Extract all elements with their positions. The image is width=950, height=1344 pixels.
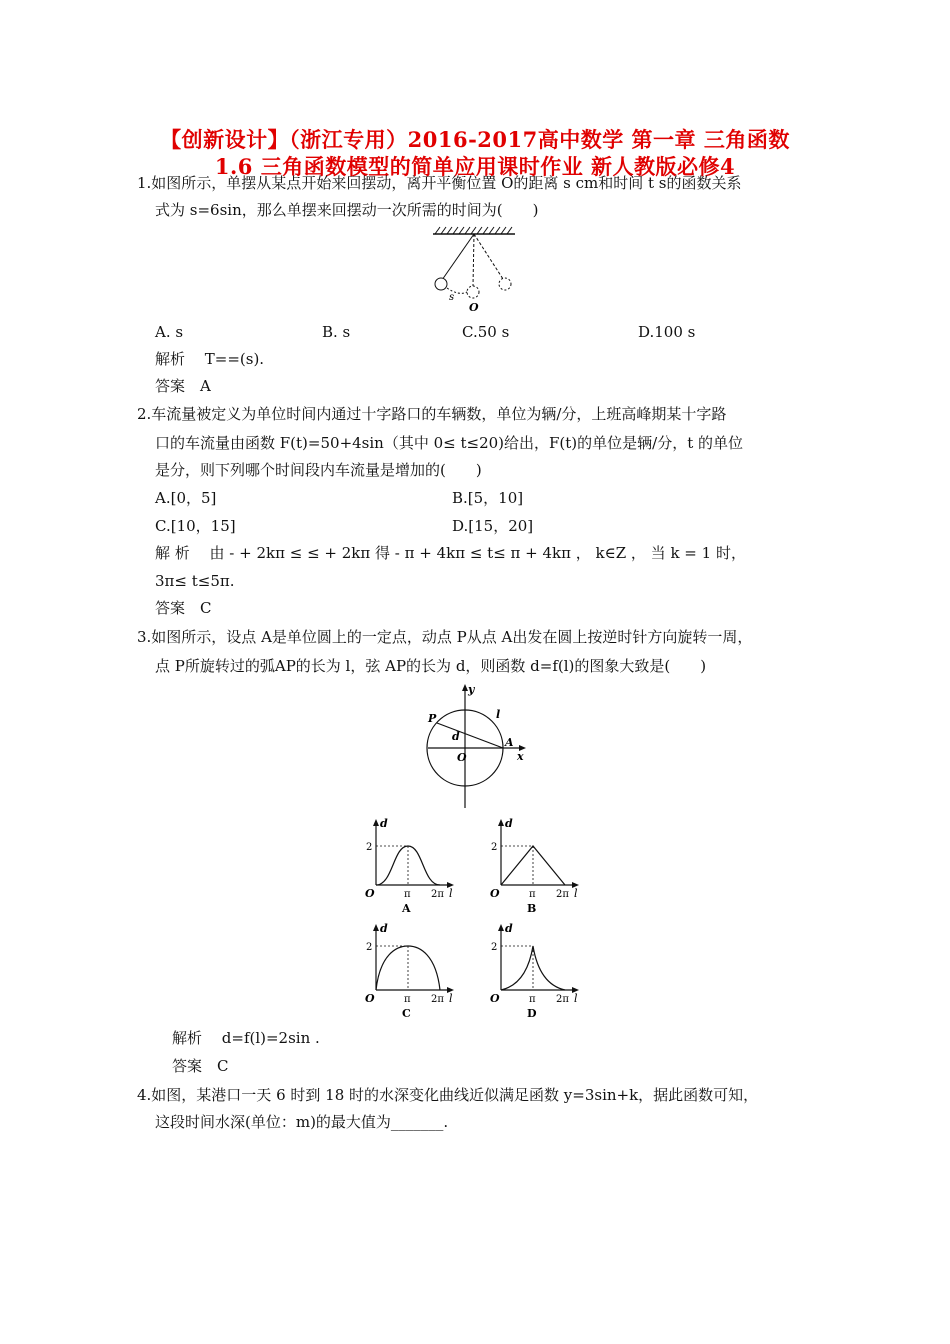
graph-b-two-label: 2 [491, 842, 498, 853]
q2-analysis-line-1: 解 析 由 - + 2kπ ≤ ≤ + 2kπ 得 - π + 4kπ ≤ t≤ π + 4kπ ， k∈Z ， 当 k = 1 时， [155, 544, 746, 562]
q1-analysis: 解析 T==(s). [155, 350, 265, 368]
circle-a-label: A [505, 736, 514, 749]
graph-option-d [483, 920, 583, 1020]
graph-d-pi-label: π [529, 994, 536, 1005]
q1-answer: 答案 A [155, 377, 211, 395]
q2-analysis-line-2: 3π≤ t≤5π. [155, 572, 235, 590]
graph-c-d-label: d [380, 922, 388, 935]
graph-d-2pi-label: 2π [556, 994, 569, 1005]
q4-stem-line-1: 4.如图，某港口一天 6 时到 18 时的水深变化曲线近似满足函数 y=3sin+k，据此函数可知， [137, 1086, 759, 1104]
unit-circle-figure [420, 682, 530, 812]
graph-a-name: A [402, 902, 411, 915]
q3-analysis: 解析 d=f(l)=2sin . [172, 1029, 320, 1047]
circle-x-label: x [517, 750, 524, 763]
q1-option-a: A. s [155, 323, 184, 341]
graph-a-o-label: O [365, 887, 375, 900]
q2-option-d: D.[15，20] [452, 517, 534, 535]
graph-d-two-label: 2 [491, 942, 498, 953]
graph-b-l-label: l [574, 887, 578, 900]
graph-a-d-label: d [380, 817, 388, 830]
circle-l-label: l [496, 708, 501, 721]
graph-c-two-label: 2 [366, 942, 373, 953]
graph-b-2pi-label: 2π [556, 889, 569, 900]
graph-a-2pi-label: 2π [431, 889, 444, 900]
graph-option-a [358, 815, 458, 915]
q1-option-c: C.50 s [462, 323, 510, 341]
q2-answer: 答案 C [155, 599, 212, 617]
doc-title-line-2: 1.6 三角函数模型的简单应用课时作业 新人教版必修4 [214, 154, 736, 179]
q1-option-d: D.100 s [638, 323, 696, 341]
circle-p-label: P [428, 712, 437, 725]
q2-option-b: B.[5，10] [452, 489, 524, 507]
q2-stem-line-3: 是分，则下列哪个时间段内车流量是增加的( ) [155, 461, 482, 479]
graph-a-pi-label: π [404, 889, 411, 900]
q2-stem-line-1: 2.车流量被定义为单位时间内通过十字路口的车辆数，单位为辆/分，上班高峰期某十字路 [137, 405, 727, 423]
q3-stem-line-2: 点 P所旋转过的弧AP的长为 l，弦 AP的长为 d，则函数 d=f(l)的图象大致是( ) [155, 657, 707, 675]
circle-o-label: O [457, 751, 467, 764]
q3-answer: 答案 C [172, 1057, 229, 1075]
graph-b-d-label: d [505, 817, 513, 830]
graph-option-c [358, 920, 458, 1020]
graph-a-l-label: l [449, 887, 453, 900]
q1-option-b: B. s [322, 323, 351, 341]
graph-d-d-label: d [505, 922, 513, 935]
circle-y-label: y [468, 683, 475, 696]
q2-option-c: C.[10，15] [155, 517, 236, 535]
q4-stem-line-2: 这段时间水深(单位：m)的最大值为_______. [155, 1113, 449, 1131]
q1-stem-line-2: 式为 s=6sin，那么单摆来回摆动一次所需的时间为( ) [155, 201, 539, 219]
graph-d-o-label: O [490, 992, 500, 1005]
pendulum-figure [425, 222, 525, 318]
q1-stem-line-1: 1.如图所示，单摆从某点开始来回摆动，离开平衡位置 O的距离 s cm和时间 t s的函数关系 [137, 174, 742, 192]
graph-b-pi-label: π [529, 889, 536, 900]
graph-a-two-label: 2 [366, 842, 373, 853]
graph-b-name: B [527, 902, 537, 915]
graph-d-name: D [527, 1007, 537, 1020]
graph-c-o-label: O [365, 992, 375, 1005]
q2-stem-line-2: 口的车流量由函数 F(t)=50+4sin（其中 0≤ t≤20)给出，F(t)的单位是辆/分，t 的单位 [155, 434, 744, 452]
graph-c-pi-label: π [404, 994, 411, 1005]
circle-d-label: d [452, 730, 460, 743]
graph-option-b [483, 815, 583, 915]
graph-c-2pi-label: 2π [431, 994, 444, 1005]
pendulum-s-label: s [449, 292, 455, 303]
graph-d-l-label: l [574, 992, 578, 1005]
graph-c-l-label: l [449, 992, 453, 1005]
doc-title-line-1: 【创新设计】（浙江专用）2016-2017高中数学 第一章 三角函数 [160, 127, 790, 152]
graph-b-o-label: O [490, 887, 500, 900]
q2-option-a: A.[0，5] [155, 489, 217, 507]
q3-stem-line-1: 3.如图所示，设点 A是单位圆上的一定点，动点 P从点 A出发在圆上按逆时针方向旋转一周， [137, 628, 753, 646]
pendulum-o-label: O [469, 301, 479, 314]
graph-c-name: C [402, 1007, 411, 1020]
